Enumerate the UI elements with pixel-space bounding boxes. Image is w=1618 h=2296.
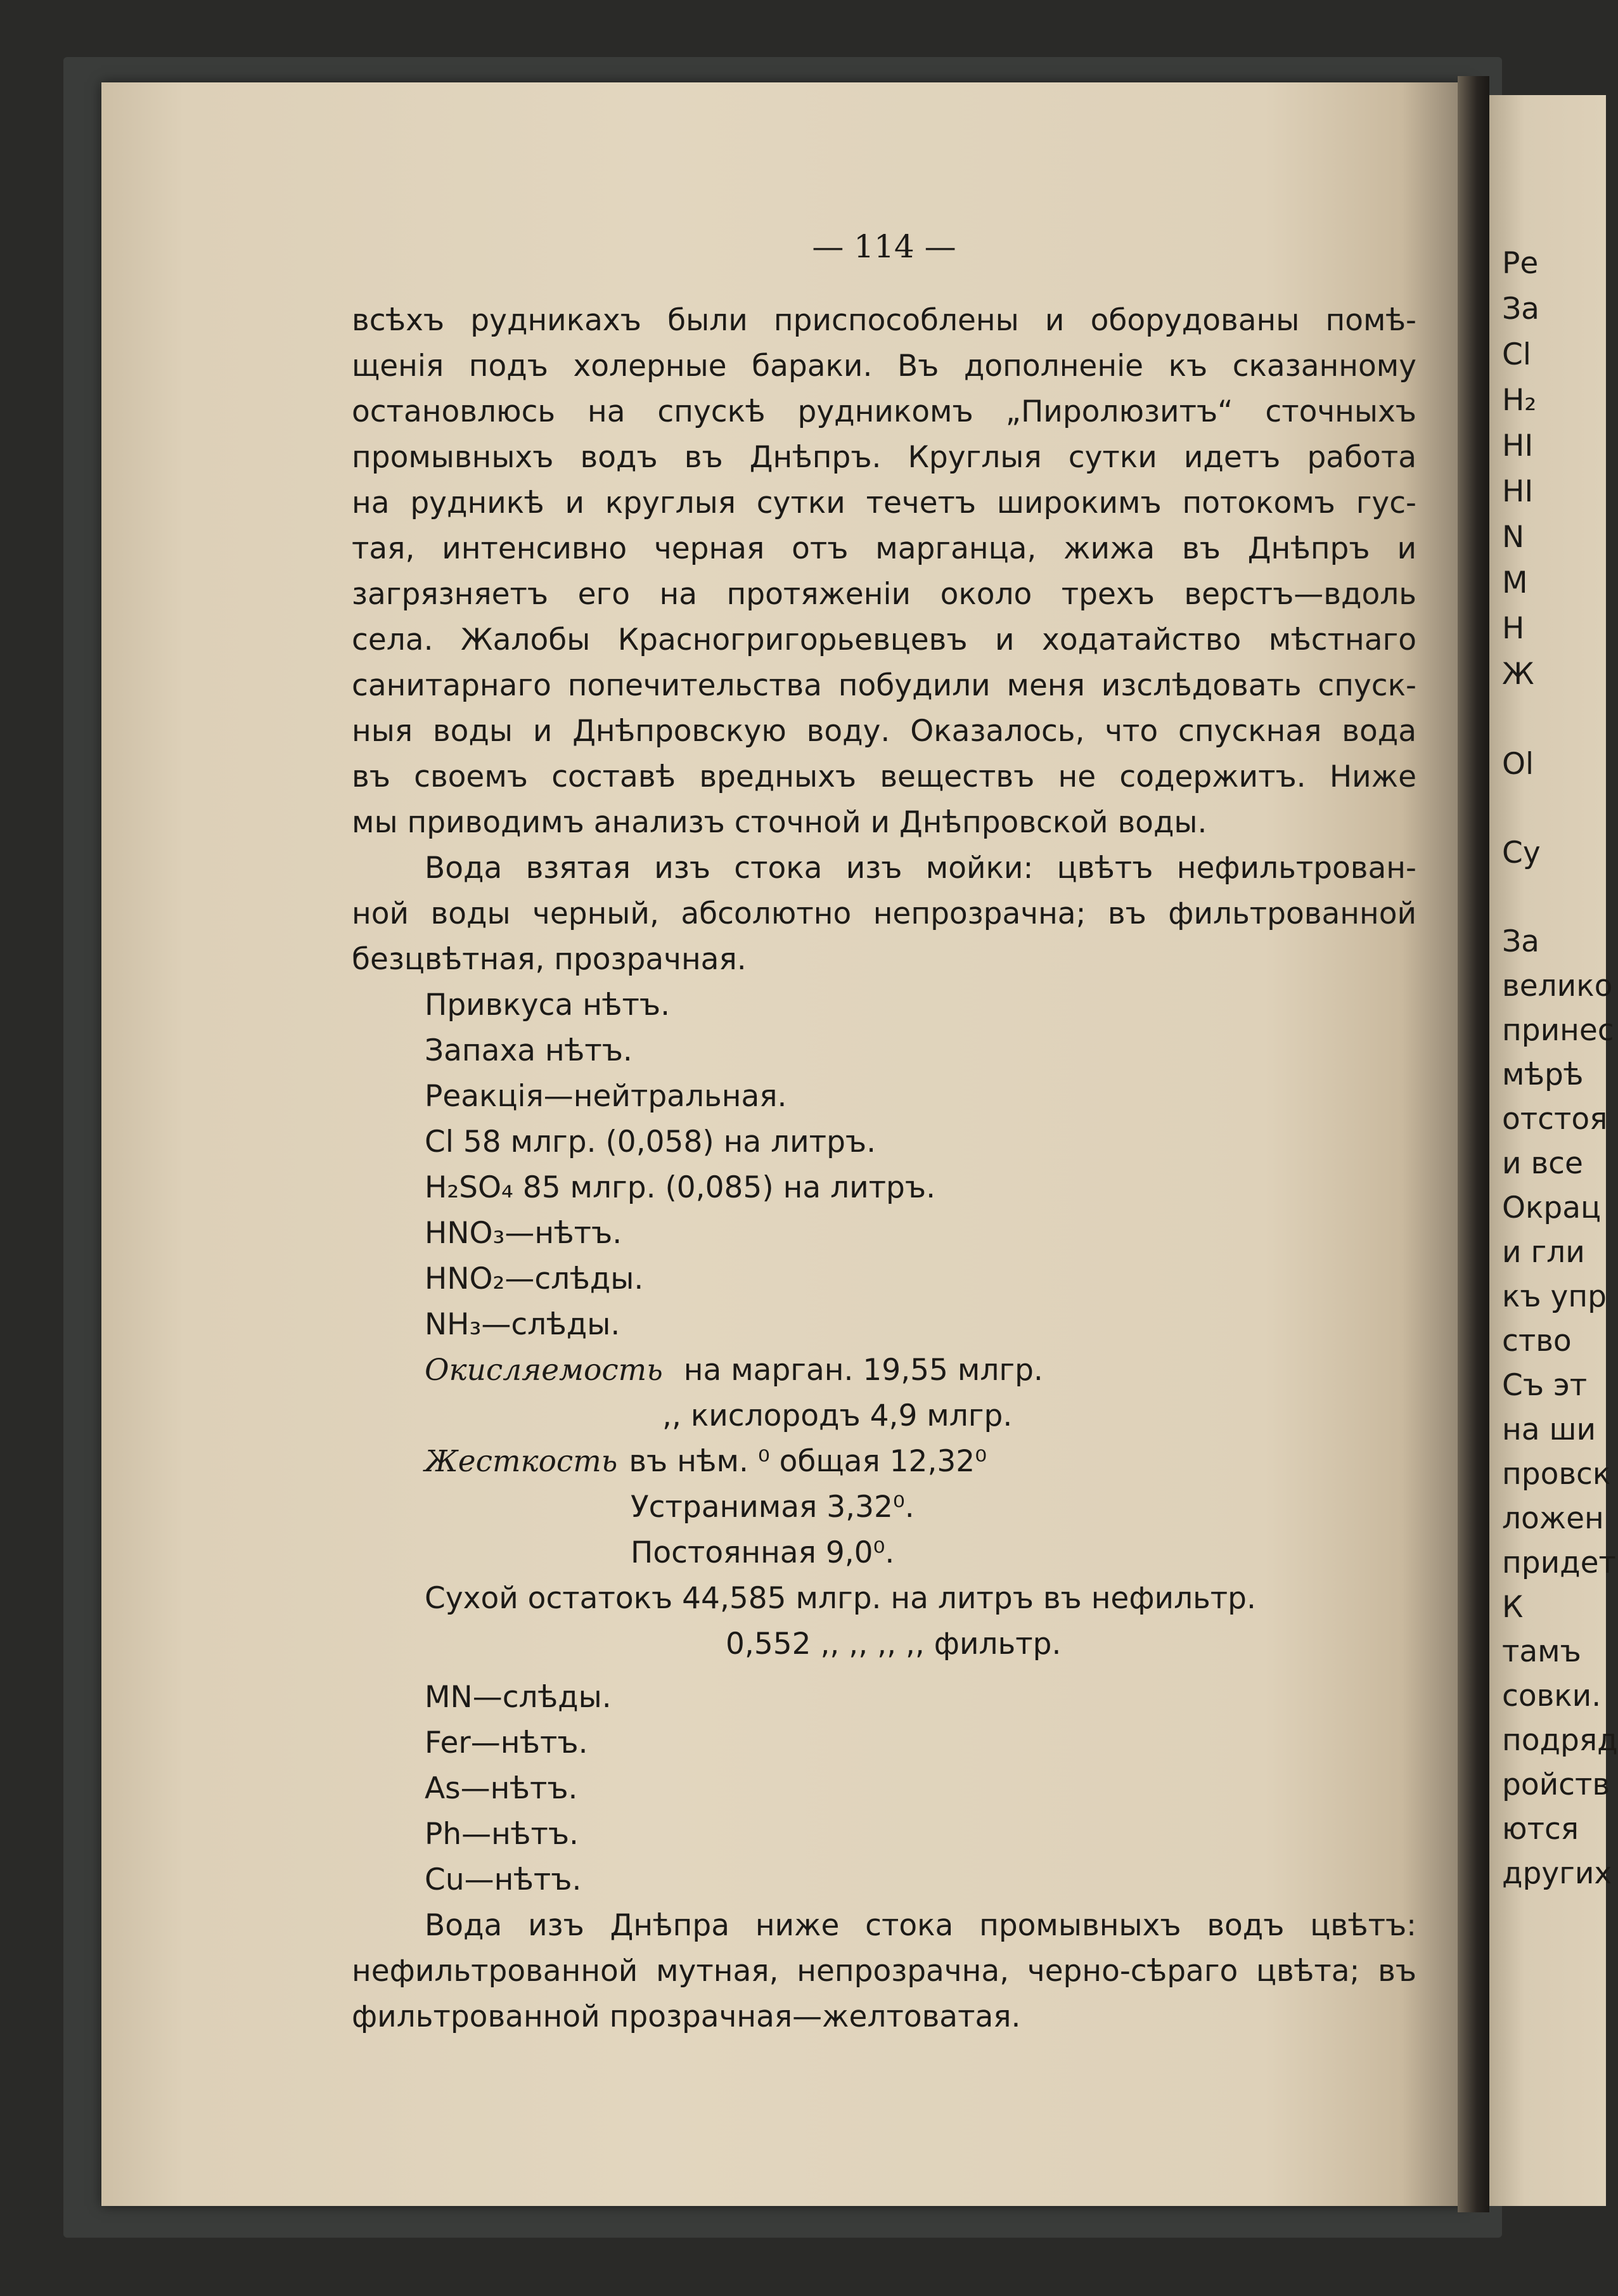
text-line: санитарнаго попечительства побудили меня изслѣдовать спуск-: [352, 668, 1416, 703]
text-line: загрязняетъ его на протяженіи около трехъ верстъ—вдоль: [352, 577, 1416, 612]
facing-page-line: тамъ: [1502, 1634, 1581, 1669]
facing-page-line: совки.: [1502, 1679, 1602, 1713]
facing-page-line: За: [1502, 924, 1539, 959]
text-line: села. Жалобы Красногригорьевцевъ и ходатайство мѣстнаго: [352, 622, 1416, 657]
analysis-hno2: HNO₂—слѣды.: [425, 1261, 644, 1296]
text-line: щенія подъ холерные бараки. Въ дополненіе къ сказанному: [352, 349, 1416, 384]
facing-page-line: HI: [1502, 474, 1534, 509]
text-line: мы приводимъ анализъ сточной и Днѣпровской воды.: [352, 805, 1207, 840]
facing-page-line: мѣрѣ: [1502, 1057, 1584, 1092]
facing-page-line: подряд: [1502, 1723, 1618, 1758]
oxidisability-label: Окисляемость: [425, 1353, 663, 1388]
oxidisability-value: на марган. 19,55 млгр.: [674, 1353, 1043, 1388]
facing-page-line: и все: [1502, 1146, 1583, 1181]
text-line: тая, интенсивно черная отъ марганца, жижа въ Днѣпръ и: [352, 531, 1416, 566]
analysis-fer: Fer—нѣтъ.: [425, 1725, 588, 1760]
text-line: въ своемъ составѣ вредныхъ веществъ не содержитъ. Ниже: [352, 759, 1416, 794]
facing-page-line: HI: [1502, 429, 1534, 463]
facing-page-line: Съ эт: [1502, 1368, 1588, 1403]
analysis-cl: Cl 58 млгр. (0,058) на литръ.: [425, 1125, 876, 1159]
analysis-hardness: [425, 1439, 987, 1485]
facing-page-line: других: [1502, 1856, 1612, 1891]
facing-page-line: N: [1502, 520, 1525, 555]
facing-page-line: H: [1502, 611, 1525, 646]
analysis-hno3: HNO₃—нѣтъ.: [425, 1216, 622, 1251]
page-number: — 114 —: [812, 228, 956, 265]
facing-page-line: къ упр: [1502, 1279, 1607, 1314]
analysis-oxygen: ,, кислородъ 4,9 млгр.: [662, 1398, 1013, 1433]
analysis-hardness-removable: Устранимая 3,32⁰.: [631, 1490, 915, 1525]
text-line: Вода изъ Днѣпра ниже стока промывныхъ водъ цвѣтъ:: [425, 1908, 1416, 1943]
book-gutter: [1458, 76, 1489, 2212]
analysis-dry-residue: Сухой остатокъ 44,585 млгр. на литръ въ нефильтр.: [425, 1581, 1256, 1616]
analysis-smell: Запаха нѣтъ.: [425, 1033, 632, 1068]
analysis-nh3: NH₃—слѣды.: [425, 1307, 620, 1342]
hardness-value: въ нѣм. ⁰ общая 12,32⁰: [629, 1444, 987, 1479]
text-line: на рудникѣ и круглыя сутки течетъ широкимъ потокомъ гус-: [352, 486, 1416, 520]
text-line: безцвѣтная, прозрачная.: [352, 942, 747, 977]
text-line: ныя воды и Днѣпровскую воду. Оказалось, что спускная вода: [352, 714, 1416, 749]
text-line: нефильтрованной мутная, непрозрачна, черно-сѣраго цвѣта; въ: [352, 1954, 1416, 1989]
facing-page-line: принес: [1502, 1013, 1614, 1048]
facing-page-line: и гли: [1502, 1235, 1585, 1270]
facing-page-line: За: [1502, 292, 1539, 326]
text-line: Вода взятая изъ стока изъ мойки: цвѣтъ нефильтрован-: [425, 851, 1416, 886]
facing-page-line: на ши: [1502, 1412, 1596, 1447]
hardness-label: Жесткость: [425, 1444, 618, 1479]
facing-page-line: К: [1502, 1590, 1524, 1625]
analysis-hardness-permanent: Постоянная 9,0⁰.: [631, 1535, 895, 1570]
text-line: промывныхъ водъ въ Днѣпръ. Круглыя сутки идетъ работа: [352, 440, 1416, 475]
text-line: фильтрованной прозрачная—желтоватая.: [352, 1999, 1021, 2034]
facing-page-line: Ре: [1502, 246, 1539, 281]
facing-page-line: Cy: [1502, 835, 1541, 870]
facing-page-line: придет: [1502, 1545, 1616, 1580]
facing-page-line: Ж: [1502, 657, 1534, 692]
facing-page-line: M: [1502, 565, 1528, 600]
text-line: ной воды черный, абсолютно непрозрачна; въ фильтрованной: [352, 896, 1416, 931]
facing-page-line: Ol: [1502, 747, 1534, 782]
analysis-taste: Привкуса нѣтъ.: [425, 988, 671, 1022]
analysis-dry-residue-filtered: 0,552 ,, ,, ,, ,, фильтр.: [726, 1627, 1062, 1661]
facing-page-line: Окрац: [1502, 1190, 1602, 1225]
analysis-mn: MN—слѣды.: [425, 1680, 612, 1715]
analysis-oxidisability: [425, 1348, 1043, 1393]
facing-page-line: H₂: [1502, 383, 1537, 418]
analysis-cu: Cu—нѣтъ.: [425, 1862, 582, 1897]
facing-page-line: провск: [1502, 1457, 1611, 1492]
analysis-h2so4: H₂SO₄ 85 млгр. (0,085) на литръ.: [425, 1170, 936, 1205]
text-line: остановлюсь на спускѣ рудникомъ „Пиролюзитъ“ сточныхъ: [352, 394, 1416, 429]
text-line: всѣхъ рудникахъ были приспособлены и оборудованы помѣ-: [352, 303, 1416, 338]
facing-page-line: ство: [1502, 1324, 1572, 1358]
facing-page-line: велико: [1502, 969, 1613, 1003]
facing-page-line: ются: [1502, 1812, 1579, 1847]
facing-page-line: ложен: [1502, 1501, 1604, 1536]
analysis-ph: Ph—нѣтъ.: [425, 1817, 579, 1852]
facing-page-line: ройств: [1502, 1767, 1610, 1802]
facing-page-line: отстоя: [1502, 1102, 1608, 1137]
analysis-reaction: Реакція—нейтральная.: [425, 1079, 787, 1114]
facing-page-fragment: [1489, 95, 1618, 2206]
analysis-as: As—нѣтъ.: [425, 1771, 578, 1806]
facing-page-line: Cl: [1502, 337, 1531, 372]
